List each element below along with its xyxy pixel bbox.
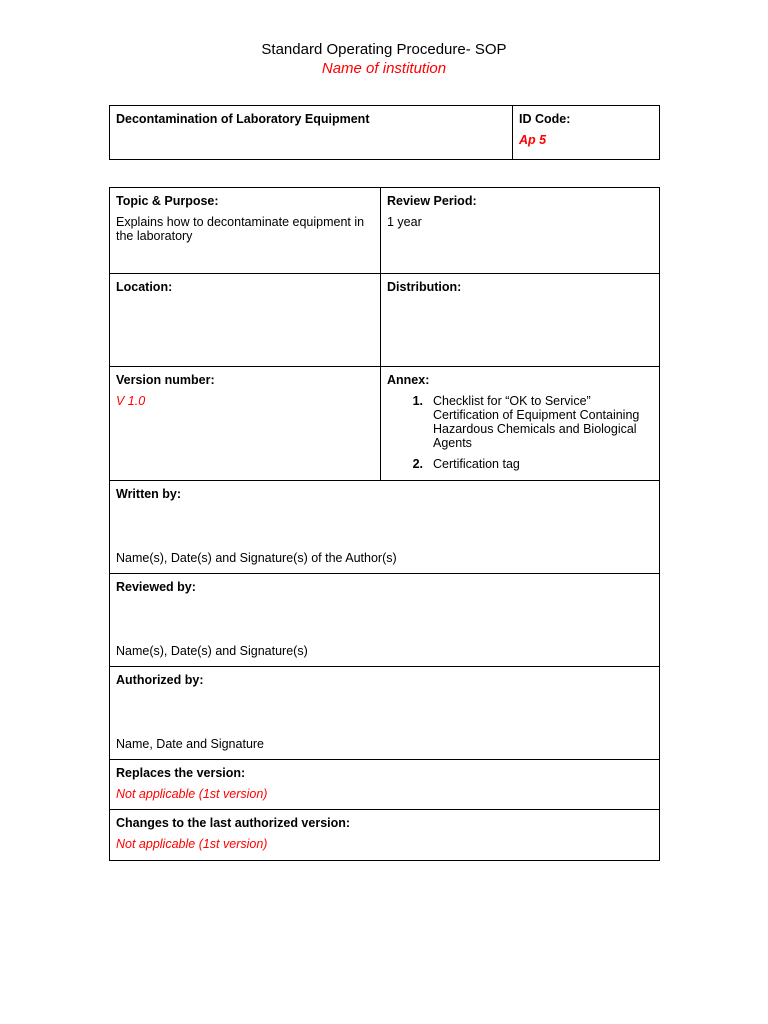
version-number-value: V 1.0 — [116, 394, 146, 408]
annex-item-number: 2. — [412, 457, 423, 471]
annex-cell — [381, 367, 660, 481]
annex-label: Annex: — [387, 373, 430, 387]
topic-purpose-cell — [110, 188, 381, 274]
version-number-cell — [110, 367, 381, 481]
id-code-label: ID Code: — [519, 112, 571, 126]
written-by-label: Written by: — [116, 487, 182, 501]
annex-item-text: Certification tag — [433, 457, 520, 471]
authorized-by-signature-note: Name, Date and Signature — [116, 737, 265, 751]
reviewed-by-label: Reviewed by: — [116, 580, 196, 594]
institution-name: Name of institution — [321, 60, 447, 77]
changes-cell — [110, 810, 660, 861]
review-period-label: Review Period: — [387, 194, 477, 208]
annex-item — [387, 394, 653, 450]
written-by-cell — [110, 481, 660, 574]
replaces-version-label: Replaces the version: — [116, 766, 246, 780]
authorized-by-cell — [110, 667, 660, 760]
procedure-name: Decontamination of Laboratory Equipment — [116, 112, 370, 126]
distribution-cell — [381, 274, 660, 367]
sop-details-table — [109, 187, 660, 861]
document-title: Standard Operating Procedure- SOP — [261, 41, 507, 58]
topic-purpose-value: Explains how to decontaminate equipment in the laboratory — [116, 215, 365, 243]
review-period-cell — [381, 188, 660, 274]
written-by-signature-note: Name(s), Date(s) and Signature(s) of the Author(s) — [116, 551, 397, 565]
replaces-version-value: Not applicable (1st version) — [116, 787, 268, 801]
procedure-name-cell — [110, 106, 513, 160]
annex-item-text: Checklist for “OK to Service” Certification of Equipment Containing Hazardous Chemicals and Biological Agents — [433, 394, 640, 450]
review-period-value: 1 year — [387, 215, 422, 229]
id-code-cell — [513, 106, 660, 160]
location-cell — [110, 274, 381, 367]
annex-list — [387, 394, 653, 471]
sop-identification-table — [109, 105, 660, 160]
annex-item — [387, 457, 653, 471]
version-number-label: Version number: — [116, 373, 215, 387]
annex-item-number: 1. — [412, 394, 423, 408]
page-header — [0, 40, 768, 78]
id-code-value: Ap 5 — [519, 133, 547, 147]
changes-value: Not applicable (1st version) — [116, 837, 268, 851]
replaces-version-cell — [110, 760, 660, 810]
authorized-by-label: Authorized by: — [116, 673, 204, 687]
location-label: Location: — [116, 280, 173, 294]
reviewed-by-cell — [110, 574, 660, 667]
reviewed-by-signature-note: Name(s), Date(s) and Signature(s) — [116, 644, 308, 658]
changes-label: Changes to the last authorized version: — [116, 816, 351, 830]
topic-purpose-label: Topic & Purpose: — [116, 194, 219, 208]
distribution-label: Distribution: — [387, 280, 462, 294]
